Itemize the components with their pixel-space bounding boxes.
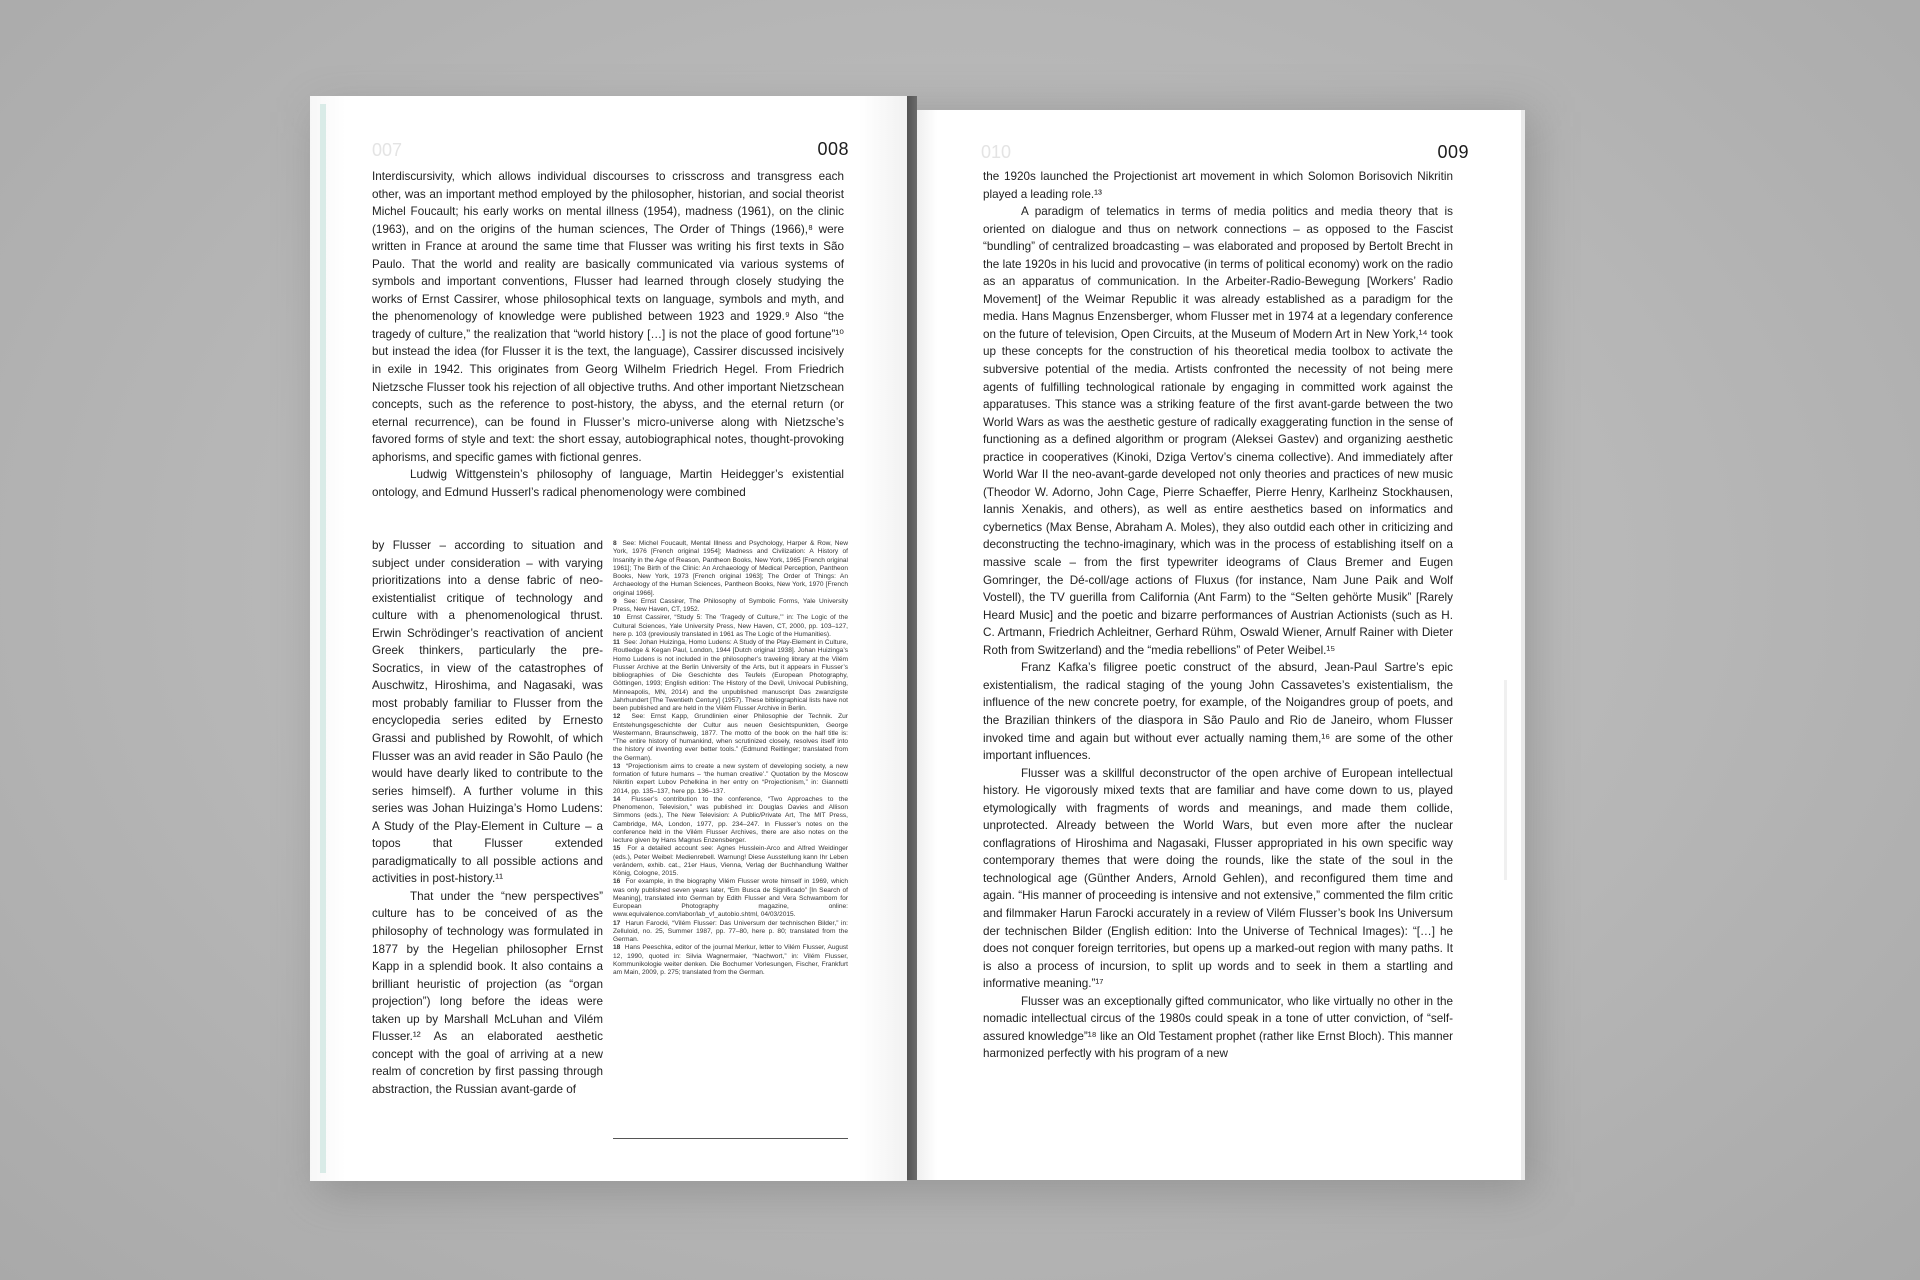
- footnote-text: See: Johan Huizinga, Homo Ludens: A Study of the Play-Element in Culture, Routledge & Kegan Paul, London, 1944 [Dutch original 1938]. Johan Huizinga’s Homo Ludens is not included in the philosopher’s traveling library at the Vilém Flusser Archive at the Berlin University of the Arts, but it appears in Flusser’s bibliographies of Die Geschichte des Teufels (European Photography, Göttingen, 1993; English edition: The History of the Devil, Univocal Publishing, Minneapolis, MN, 2014) and the unpublished manuscript Das zwanzigste Jahrhundert [The Twentieth Century] (1957). These bibliographical lists have not been published and are held in the Vilém Flusser Archive in Berlin.: [613, 639, 848, 712]
- footnote-number: 10: [613, 614, 621, 622]
- paragraph: the 1920s launched the Projectionist art movement in which Solomon Borisovich Nikritin played a leading role.¹³: [983, 170, 1453, 201]
- footnote-text: Ernst Cassirer, “Study 5: The ‘Tragedy of Culture,’” in: The Logic of the Cultural Sciences, Yale University Press, New Haven, CT, 2000, pp. 103–127, here p. 103 (previously translated in 1961 as The Logic of the Humanities).: [613, 614, 848, 638]
- footnote: [613, 944, 848, 977]
- footnote-number: 16: [613, 878, 621, 886]
- footnote-number: 12: [613, 713, 621, 721]
- paragraph: Interdiscursivity, which allows individual discourses to crisscross and transgress each other, was an important method employed by the philosopher, historian, and social theorist Michel Foucault; his early works on mental illness (1954), madness (1961), on the clinic (1963), and on the origins of the human sciences, The Order of Things (1966),⁸ were written in France at around the same time that Flusser was writing his first texts in São Paulo. That the world and reality are basically communicated via various systems of symbols and important conventions, Flusser had learned through closely studying the works of Ernst Cassirer, whose philosophical texts on language, symbols and myth, and the phenomenology of knowledge were published between 1923 and 1929.⁹ Also “the tragedy of culture,” the realization that “world history […] is not the place of good fortune”¹⁰ but instead the idea (for Flusser it is the text, the language), Cassirer discussed incisively in exile in 1942. This originates from Georg Wilhelm Friedrich Hegel. From Friedrich Nietzsche Flusser took his rejection of all objective truths. And other important Nietzschean concepts, such as the reference to post-history, the abyss, and the eternal return (or eternal recurrence), can be found in Flusser’s micro-universe along with Nietzsche’s favored forms of style and text: the short essay, autobiographical notes, thought-provoking aphorisms, and specific games with fictional genres.: [372, 170, 844, 464]
- footnote-number: 13: [613, 762, 621, 770]
- footnote: [613, 878, 848, 919]
- footnote-text: Harun Farocki, “Vilém Flusser: Das Universum der technischen Bilder,” in: Zelluloid, no. 25, Summer 1987, pp. 77–80, here p. 80; translated from the German.: [613, 919, 848, 943]
- footnote-text: See: Michel Foucault, Mental Illness and Psychology, Harper & Row, New York, 1976 [French original 1954]; Madness and Civilization: A History of Insanity in the Age of Reason, Pantheon Books, New York, 1965 [French original 1961]; The Birth of the Clinic: An Archaeology of Medical Perception, Pantheon Books, New York, 1973 [French original 1963]; The Order of Things: An Archaeology of the Human Sciences, Pantheon Books, New York, 1970 [French original 1966].: [613, 540, 848, 597]
- footnote: [613, 639, 848, 713]
- footnote-number: 11: [613, 639, 620, 646]
- page-edge-mark: [1504, 680, 1507, 880]
- paragraph: That under the “new perspectives” culture has to be conceived of as the philosophy of technology was formulated in 1877 by the Hegelian philosopher Ernst Kapp in a splendid book. It also contains a brilliant heuristic of projection (as “organ projection”) long before the ideas were taken up by Marshall McLuhan and Vilém Flusser.¹² As an elaborated aesthetic concept with the goal of arriving at a new realm of concretion by first passing through abstraction, the Russian avant-garde of: [372, 889, 603, 1096]
- right-page: [913, 110, 1521, 1180]
- footnote-text: “Projectionism aims to create a new system of developing society, a new formation of future humans – ‘the human creative’.” Quotation by the Moscow Nikritin expert Lubov Pchelkina in her entry on “Projectionism,” in: Giannetti 2014, pp. 135–137, here pp. 136–137.: [613, 762, 848, 795]
- footnote: [613, 540, 848, 598]
- paragraph: Flusser was a skillful deconstructor of the open archive of European intellectual history. He vigorously mixed texts that are familiar and have come down to us, played etymologically with fragments of words and meanings, and made them collide, unprotected. Already between the World Wars, but even more after the nuclear conflagrations of Hiroshima and Nagasaki, Flusser appropriated in his own specific way contemporary themes that were doing the rounds, like the state of the soul in the technological age (Günther Anders, Arnold Gehlen), and reconfigured them time and again. “His manner of proceeding is intensive and not extensive,” commented the film critic and filmmaker Harun Farocki accurately in a review of Vilém Flusser’s book Ins Universum der technischen Bilder (English edition: Into the Universe of Technical Images): “[…] he does not conquer foreign territories, but opens up a marked-out region with many paths. It is also a process of incursion, to split up words and to seek in them a startling and informative meaning.”¹⁷: [983, 766, 1453, 991]
- footnote: [613, 713, 848, 763]
- footnote-text: Flusser’s contribution to the conference, “Two Approaches to the Phenomenon, Television,” was published in: Douglas Davies and Allison Simmons (eds.), The New Television: A Public/Private Art, The MIT Press, Cambridge, MA, London, 1977, pp. 234–247. In Flusser’s notes on the conference held in the Vilém Flusser Archives, there are also notes on the lecture given by Hans Magnus Enzensberger.: [613, 795, 848, 844]
- left-page-body: [372, 168, 844, 501]
- show-through-page-number: 007: [372, 140, 403, 160]
- paragraph: A paradigm of telematics in terms of media politics and media theory that is oriented on dialogue and thus on network connections – as opposed to the Fascist “bundling” of centralized broadcasting – was elaborated and proposed by Bertolt Brecht in the late 1920s in his lucid and provocative (in terms of political economy) work on the radio as an apparatus of communication. In the Arbeiter-Radio-Bewegung [Workers’ Radio Movement] of the Weimar Republic it was already established as a paradigm for the media. Hans Magnus Enzensberger, whom Flusser met in 1974 at a legendary conference on the future of television, Open Circuits, at the Museum of Modern Art in New York,¹⁴ took up these concepts for the construction of his theoretical media toolbox to activate the subversive potential of the media. Artists confronted the necessity of not being mere agents of fulfilling technological rationale by engaging in committed work against the apparatuses. This stance was a striking feature of the first avant-garde between the two World Wars as was the aesthetic gesture of radically exaggerating function in the sense of functioning as a defined algorithm or program (Aleksei Gastev) and organizing aesthetic practice in cooperatives (Kinoki, Dziga Vertov’s cinema collective). And immediately after World War II the neo-avant-garde developed not only theories and practices of new music (Theodor W. Adorno, John Cage, Pierre Schaeffer, Pierre Henry, Karlheinz Stockhausen, Iannis Xenakis, and others), as well as entire aesthetics based on informatics and cybernetics (Max Bense, Abraham A. Moles), they also outdid each other in criticizing and deconstructing the techno-imaginary, which was in the process of establishing itself on a massive scale – from the first typewriter ideograms of Claus Bremer and Eugen Gomringer, the Dé-coll/age actions of Fluxus (for instance, Nam June Paik and Wolf Vostell), the TV guerilla from California (Ant Farm) to the “Selten gehörte Musik” [Rarely Heard Music] and the poetic and bizarre performances of Austrian Actionists (such as H. C. Artmann, Friedrich Achleitner, Gerhard Rühm, Oswald Wiener, Arnulf Rainer with Dieter Roth from Switzerland) and the “media rebellions” of Peter Weibel.¹⁵: [983, 205, 1453, 657]
- left-page: [310, 96, 907, 1181]
- left-page-narrow-column: [372, 537, 603, 1099]
- footnote-number: 14: [613, 795, 621, 803]
- footnotes-column: [613, 540, 848, 977]
- footnote-number: 17: [613, 919, 621, 927]
- footnote: [613, 598, 848, 615]
- paragraph: Ludwig Wittgenstein’s philosophy of language, Martin Heidegger’s existential ontology, and Edmund Husserl’s radical phenomenology were combined: [372, 468, 844, 499]
- show-through-page-number: 010: [981, 142, 1012, 162]
- paragraph: Flusser was an exceptionally gifted communicator, who like virtually no other in the nomadic intellectual circus of the 1980s could speak in a tone of utter conviction, of “self-assured knowledge”¹⁸ like an Old Testament prophet (rather like Ernst Bloch). This manner harmonized perfectly with his program of a new: [983, 994, 1453, 1061]
- footnote: [613, 920, 848, 945]
- right-page-body: [983, 168, 1453, 1063]
- page-number-left: 008: [817, 139, 849, 159]
- footnote-rule: [613, 1138, 848, 1139]
- footnote-number: 15: [613, 845, 621, 853]
- paragraph: Franz Kafka’s filigree poetic construct of the absurd, Jean-Paul Sartre’s epic existentialism, the radical staging of the young John Cassavetes’s existentialism, the influence of the new concrete poetry, for example, of the Noigandres group of poets, and the Brazilian thinkers of the diaspora in São Paulo and Rio de Janeiro, whom Flusser invoked time and again but without ever actually naming them,¹⁶ are some of the other important influences.: [983, 661, 1453, 763]
- footnote-text: See: Ernst Kapp, Grundlinien einer Philosophie der Technik. Zur Entstehungsgeschichte der Cultur aus neuen Gesichtspunkten, George Westermann, Braunschweig, 1877. The motto of the book on the half title is: “The entire history of humankind, when scrutinized closely, resolves itself into the history of inventing ever better tools.” (Edmund Reitlinger; translated from the German).: [613, 713, 848, 762]
- footnote: [613, 614, 848, 639]
- footnote: [613, 763, 848, 796]
- footnote-text: For example, in the biography Vilém Flusser wrote himself in 1969, which was only published seven years later, “Em Busca de Significado” [In Search of Meaning], translated into German by Edith Flusser and Vera Schwamborn for European Photography magazine, online: www.equivalence.com/labor/lab_vf_autobio.shtml, 04/03/2015.: [613, 878, 848, 919]
- page-number-right: 009: [1437, 142, 1469, 162]
- footnote-text: For a detailed account see: Agnes Husslein-Arco and Alfred Weidinger (eds.), Peter Weibel: Medienrebell. Warnung! Diese Ausstellung kann Ihr Leben verändern, exhib. cat., 21er Haus, Vienna, Verlag der Buchhandlung Walther König, Cologne, 2015.: [613, 845, 848, 877]
- paragraph: by Flusser – according to situation and subject under consideration – with varying prioritizations into a dense fabric of neo-existentialist critique of technology and culture with a phenomenological thrust. Erwin Schrödinger’s reactivation of ancient Greek thinkers, particularly the pre-Socratics, in view of the catastrophes of Auschwitz, Hiroshima, and Nagasaki, was most probably familiar to Flusser from the encyclopedia series edited by Ernesto Grassi and published by Rowohlt, of which Flusser was an avid reader in São Paulo (he would have dearly liked to contribute to the series himself). A further volume in this series was Johan Huizinga’s Homo Ludens: A Study of the Play-Element in Culture – a topos that Flusser extended paradigmatically to all possible actions and activities in post-history.¹¹: [372, 539, 603, 886]
- footnote-text: See: Ernst Cassirer, The Philosophy of Symbolic Forms, Yale University Press, New Haven, CT, 1952.: [613, 597, 848, 613]
- footnote: [613, 796, 848, 846]
- footnote-number: 9: [613, 597, 617, 605]
- footnote: [613, 845, 848, 878]
- footnote-number: 8: [613, 540, 617, 547]
- footnote-text: Hans Peeschka, editor of the journal Merkur, letter to Vilém Flusser, August 12, 1990, quoted in: Silvia Wagnermaier, “Nachwort,” in: Vilém Flusser, Kommunikologie weiter denken. Die Bochumer Vorlesungen, Fischer, Frankfurt am Main, 2009, p. 275; translated from the German.: [613, 944, 849, 976]
- footnote-number: 18: [613, 944, 621, 952]
